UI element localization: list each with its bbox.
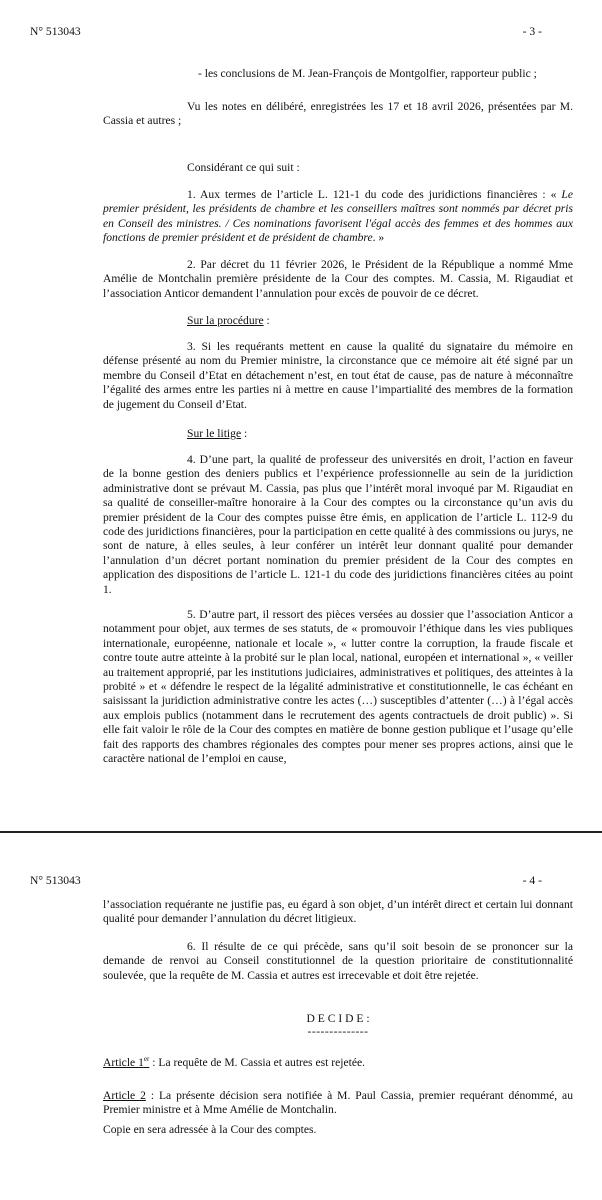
paragraph-1 xyxy=(103,188,573,246)
paragraph-1-quote: Le premier président, les présidents de chambre et les conseillers maîtres sont nommés par décret pris en Conseil des ministres. / Ces nominations favorisent l'égal accès des femmes et des hommes aux fonctions de premier président et de président de chambre xyxy=(103,188,573,245)
paragraph-3: 3. Si les requérants mettent en cause la qualité du signataire du mémoire en défense présenté au nom du Premier ministre, la circonstance que ce mémoire ait été signé par un membre du Conseil d’Etat en détachement n’est, en tout état de cause, pas de nature à méconnaître l’égalité des armes entre les parties ni à mettre en cause l’impartialité des membres de la formation de jugement du Conseil d’Etat. xyxy=(103,340,573,411)
heading-procedure: Sur la procédure : xyxy=(187,314,270,327)
heading-procedure-text: Sur la procédure xyxy=(187,314,264,327)
copie-line: Copie en sera adressée à la Cour des comptes. xyxy=(103,1123,317,1136)
continuation-paragraph: l’association requérante ne justifie pas, eu égard à son objet, d’un intérêt direct et certain lui donnant qualité pour demander l’annulation du décret litigieux. xyxy=(103,898,573,926)
article-1 xyxy=(103,1056,573,1070)
article-2-text: : La présente décision sera notifiée à M. Paul Cassia, premier requérant dénommé, au Premier ministre et à Mme Amélie de Montchalin. xyxy=(103,1089,573,1117)
page-number: - 4 - xyxy=(522,874,542,887)
article-1-text: : La requête de M. Cassia et autres est rejetée. xyxy=(149,1056,366,1069)
paragraph-5: 5. D’autre part, il ressort des pièces versées au dossier que l’association Anticor a notamment pour objet, aux termes de ses statuts, de « promouvoir l’éthique dans les vies publiques internationale, européenne, nationale et locale », « lutter contre la corruption, la fraude fiscale et contre toute autre atteinte à la probité sur le plan local, national, européen et international », « veiller au traitement approprié, par les institutions judiciaires, administratives et politiques, des atteintes à la probité » et « défendre le respect de la légalité administrative et constitutionnelle, le cas échéant en saisissant la juridiction administrative contre les actes (…) susceptibles d’attenter (…) à l’égal accès aux emplois publics (notamment dans le recrutement des agents contractuels de droit public) ». Si elle fait valoir le rôle de la Cour des comptes en matière de bonne gestion publique et l’usage qu’elle fait des rapports des chambres régionales des comptes pour mener ses propres actions, ainsi que le caractère national de l’emploi en cause, xyxy=(103,608,573,766)
paragraph-1-intro: 1. Aux termes de l’article L. 121-1 du code des juridictions financières : « xyxy=(187,188,562,201)
page-number: - 3 - xyxy=(522,25,542,38)
document-page-4 xyxy=(0,840,602,1200)
article-2-label: Article 2 xyxy=(103,1089,146,1102)
paragraph-1-end: . » xyxy=(372,231,385,245)
conclusions-line: - les conclusions de M. Jean-François de Montgolfier, rapporteur public ; xyxy=(198,67,537,80)
article-1-label: Article 1er xyxy=(103,1055,150,1069)
paragraph-4: 4. D’une part, la qualité de professeur des universités en droit, l’action en faveur de la bonne gestion des deniers publics et l’expérience professionnelle au sein de la juridiction administrative dont se prévaut M. Cassia, pas plus que l’intérêt moral invoqué par M. Rigaudiat en sa qualité de conseiller-maître honoraire à la Cour des comptes ou la circonstance qu’un avis du premier président de la Cour des comptes puisse être émis, en application de l’article L. 112-9 du code des juridictions financières, pour la participation en cette qualité à des commissions ou jurys, ne sont de nature, à elles seules, à leur conférer un intérêt leur donnant qualité pour demander l’annulation d’un décret portant nomination du premier président de la Cour des comptes en application des dispositions de l’article L. 121-1 du code des juridictions financières citées au point 1. xyxy=(103,453,573,596)
case-number: N° 513043 xyxy=(30,25,81,38)
decide-rule: -------------- xyxy=(307,1025,369,1038)
article-2 xyxy=(103,1089,573,1118)
considerant-line: Considérant ce qui suit : xyxy=(187,161,300,174)
case-number: N° 513043 xyxy=(30,874,81,887)
heading-litige: Sur le litige : xyxy=(187,427,248,440)
decide-heading: D E C I D E : xyxy=(306,1012,370,1025)
page-separator xyxy=(0,831,602,833)
heading-litige-text: Sur le litige xyxy=(187,427,242,440)
paragraph-2: 2. Par décret du 11 février 2026, le Président de la République a nommé Mme Amélie de Montchalin première présidente de la Cour des comptes. M. Cassia, M. Rigaudiat et l’association Anticor demandent l’annulation pour excès de pouvoir de ce décret. xyxy=(103,258,573,300)
paragraph-6: 6. Il résulte de ce qui précède, sans qu’il soit besoin de se prononcer sur la demande de renvoi au Conseil constitutionnel de la question prioritaire de constitutionnalité soulevée, que la requête de M. Cassia et autres est irrecevable et doit être rejetée. xyxy=(103,940,573,982)
notes-paragraph: Vu les notes en délibéré, enregistrées les 17 et 18 avril 2026, présentées par M. Cassia et autres ; xyxy=(103,100,573,128)
